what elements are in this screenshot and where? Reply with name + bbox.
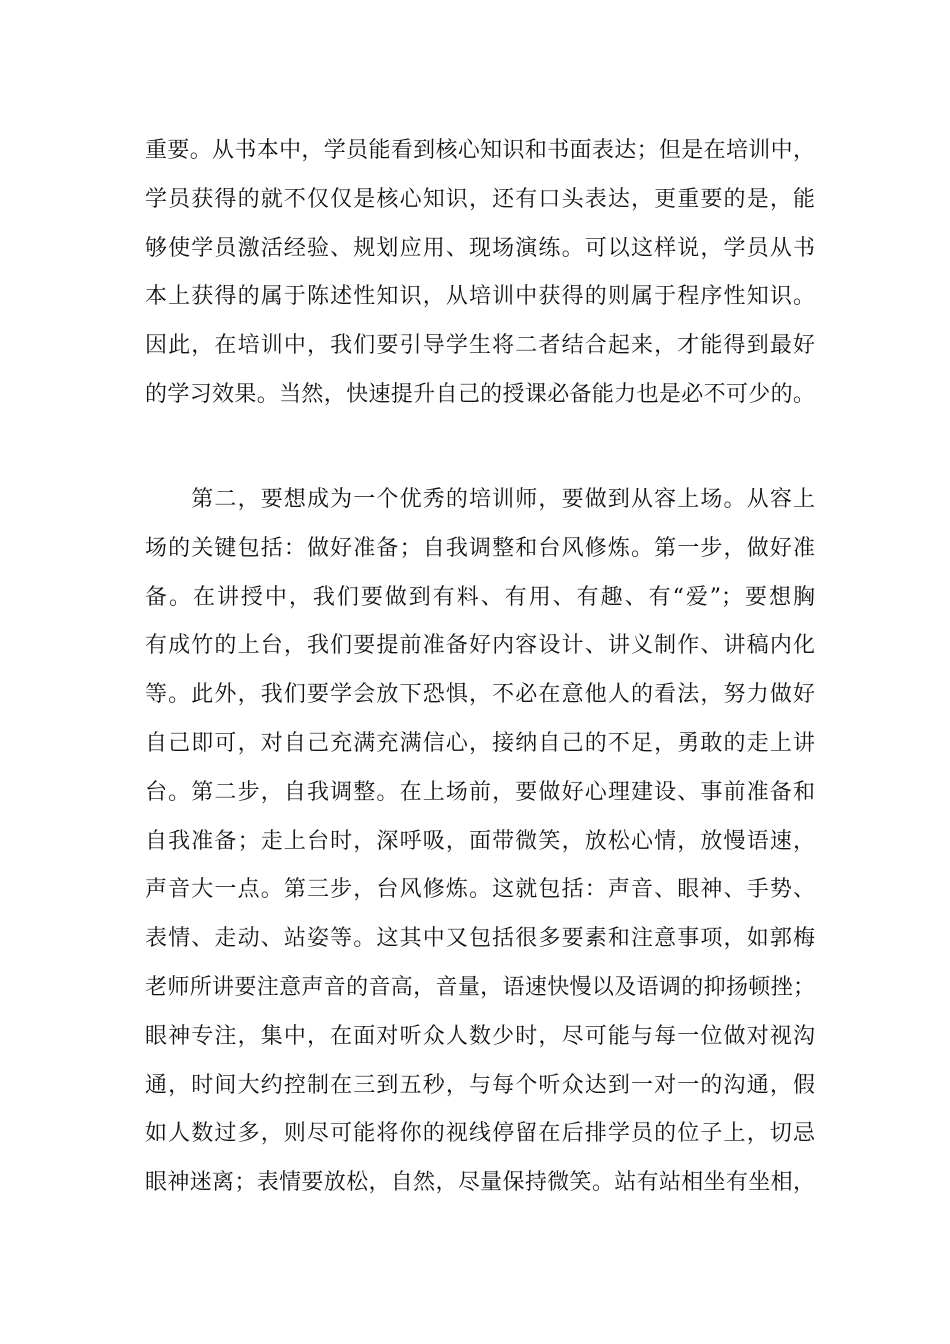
text-line: 有成竹的上台，我们要提前准备好内容设计、讲义制作、讲稿内化 xyxy=(145,633,815,659)
text-line: 声音大一点。第三步，台风修炼。这就包括：声音、眼神、手势、 xyxy=(145,877,815,903)
text-line: 够使学员激活经验、规划应用、现场演练。可以这样说，学员从书 xyxy=(145,235,815,261)
text-line: 眼神迷离；表情要放松，自然，尽量保持微笑。站有站相坐有坐相， xyxy=(145,1170,815,1196)
text-line: 本上获得的属于陈述性知识，从培训中获得的则属于程序性知识。 xyxy=(145,284,815,310)
text-line: 备。在讲授中，我们要做到有料、有用、有趣、有“爱”；要想胸 xyxy=(145,584,815,610)
text-line: 场的关键包括：做好准备；自我调整和台风修炼。第一步，做好准 xyxy=(145,535,815,561)
paragraph-2 xyxy=(145,476,815,1208)
text-line: 等。此外，我们要学会放下恐惧，不必在意他人的看法，努力做好 xyxy=(145,682,815,708)
text-line: 学员获得的就不仅仅是核心知识，还有口头表达，更重要的是，能 xyxy=(145,186,815,212)
text-line: 表情、走动、站姿等。这其中又包括很多要素和注意事项，如郭梅 xyxy=(145,926,815,952)
text-line: 眼神专注，集中，在面对听众人数少时，尽可能与每一位做对视沟 xyxy=(145,1023,815,1049)
text-line: 如人数过多，则尽可能将你的视线停留在后排学员的位子上，切忌 xyxy=(145,1121,815,1147)
text-line: 因此，在培训中，我们要引导学生将二者结合起来，才能得到最好 xyxy=(145,333,815,359)
text-line: 重要。从书本中，学员能看到核心知识和书面表达；但是在培训中， xyxy=(145,138,815,163)
text-line: 的学习效果。当然，快速提升自己的授课必备能力也是必不可少的。 xyxy=(145,381,815,407)
text-line: 台。第二步，自我调整。在上场前，要做好心理建设、事前准备和 xyxy=(145,779,815,805)
text-line: 自己即可，对自己充满充满信心，接纳自己的不足，勇敢的走上讲 xyxy=(145,730,815,756)
text-line: 通，时间大约控制在三到五秒，与每个听众达到一对一的沟通，假 xyxy=(145,1072,815,1098)
text-line: 第二，要想成为一个优秀的培训师，要做到从容上场。从容上 xyxy=(145,487,815,512)
paragraph-1 xyxy=(145,127,815,420)
text-line: 老师所讲要注意声音的音高，音量，语速快慢以及语调的抑扬顿挫； xyxy=(145,974,815,1000)
text-line: 自我准备；走上台时，深呼吸，面带微笑，放松心情，放慢语速， xyxy=(145,828,815,854)
